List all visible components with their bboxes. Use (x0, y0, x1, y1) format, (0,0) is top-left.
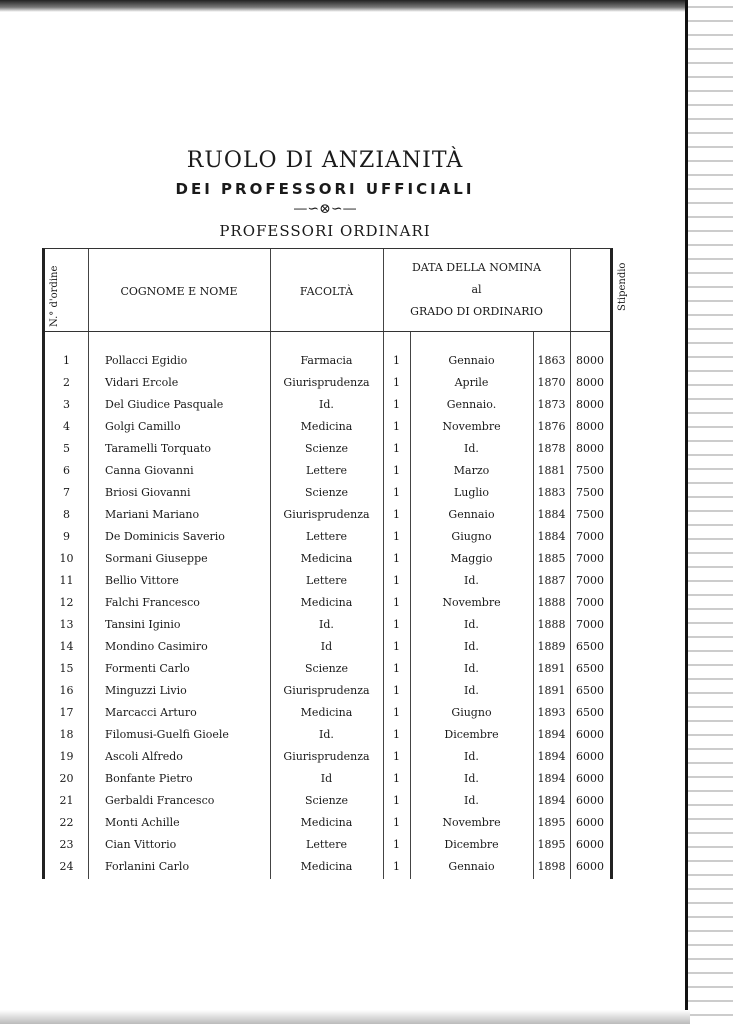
row-facolta: Medicina (300, 596, 353, 609)
row-year: 1889 (537, 640, 566, 653)
row-stipendio: 8000 (576, 420, 604, 433)
table-row (45, 464, 610, 486)
row-year: 1887 (537, 574, 566, 587)
row-number: 9 (63, 530, 70, 543)
row-facolta: Id (320, 640, 333, 653)
row-facolta: Id. (319, 728, 334, 741)
row-year: 1870 (537, 376, 566, 389)
table-row (45, 838, 610, 860)
row-stipendio: 6000 (576, 860, 604, 873)
table-row (45, 376, 610, 398)
row-stipendio: 6000 (576, 772, 604, 785)
row-number: 10 (59, 552, 74, 565)
row-name: Ascoli Alfredo (105, 750, 183, 763)
row-month: Id. (464, 574, 479, 587)
table-row (45, 706, 610, 728)
row-number: 11 (59, 574, 74, 587)
row-number: 18 (59, 728, 74, 741)
row-name: Golgi Camillo (105, 420, 181, 433)
row-year: 1894 (537, 772, 566, 785)
row-stipendio: 6500 (576, 684, 604, 697)
row-year: 1895 (537, 816, 566, 829)
row-name: Tansini Iginio (105, 618, 181, 631)
row-year: 1891 (537, 684, 566, 697)
row-number: 3 (63, 398, 70, 411)
row-facolta: Lettere (306, 464, 347, 477)
row-month: Id. (464, 684, 479, 697)
row-name: Monti Achille (105, 816, 180, 829)
row-stipendio: 6000 (576, 838, 604, 851)
page-subtitle: DEI PROFESSORI UFFICIALI (175, 180, 475, 198)
row-day: 1 (393, 552, 400, 565)
table-row (45, 552, 610, 574)
row-facolta: Scienze (304, 794, 349, 807)
row-number: 4 (63, 420, 70, 433)
row-stipendio: 7000 (576, 618, 604, 631)
table-row (45, 816, 610, 838)
section-title: PROFESSORI ORDINARI (219, 222, 431, 240)
table-row (45, 640, 610, 662)
header-divider (45, 331, 610, 332)
row-number: 20 (59, 772, 74, 785)
row-year: 1888 (537, 618, 566, 631)
row-name: Gerbaldi Francesco (105, 794, 215, 807)
row-day: 1 (393, 640, 400, 653)
row-month: Id. (464, 640, 479, 653)
row-day: 1 (393, 684, 400, 697)
row-stipendio: 7000 (576, 552, 604, 565)
row-number: 12 (59, 596, 74, 609)
row-year: 1884 (537, 530, 566, 543)
row-day: 1 (393, 398, 400, 411)
row-number: 24 (59, 860, 74, 873)
row-name: Canna Giovanni (105, 464, 194, 477)
row-number: 14 (59, 640, 74, 653)
row-number: 7 (63, 486, 70, 499)
row-day: 1 (393, 464, 400, 477)
row-year: 1888 (537, 596, 566, 609)
ornament: —∽⊗∽— (293, 201, 357, 217)
row-month: Giugno (451, 530, 492, 543)
row-stipendio: 7500 (576, 508, 604, 521)
row-facolta: Medicina (300, 552, 353, 565)
row-day: 1 (393, 486, 400, 499)
row-name: Mondino Casimiro (105, 640, 208, 653)
row-day: 1 (393, 772, 400, 785)
row-day: 1 (393, 596, 400, 609)
row-number: 15 (59, 662, 74, 675)
row-month: Gennaio (448, 860, 495, 873)
row-year: 1891 (537, 662, 566, 675)
table-row (45, 486, 610, 508)
page-title: RUOLO DI ANZIANITÀ (186, 148, 464, 173)
row-number: 1 (63, 354, 70, 367)
row-stipendio: 8000 (576, 442, 604, 455)
row-facolta: Giurisprudenza (283, 376, 370, 389)
header-ordine: N.° d'ordine (49, 265, 60, 327)
row-stipendio: 7500 (576, 486, 604, 499)
table-row (45, 728, 610, 750)
row-facolta: Giurisprudenza (283, 508, 370, 521)
row-month: Maggio (450, 552, 493, 565)
row-number: 13 (59, 618, 74, 631)
row-facolta: Giurisprudenza (283, 684, 370, 697)
row-name: Mariani Mariano (105, 508, 200, 521)
row-stipendio: 6000 (576, 728, 604, 741)
row-stipendio: 6000 (576, 794, 604, 807)
row-facolta: Lettere (306, 838, 347, 851)
row-stipendio: 6000 (576, 750, 604, 763)
row-facolta: Scienze (304, 486, 349, 499)
row-number: 16 (59, 684, 74, 697)
row-facolta: Giurisprudenza (283, 750, 370, 763)
row-facolta: Medicina (300, 860, 353, 873)
row-month: Novembre (442, 816, 501, 829)
table-row (45, 574, 610, 596)
table-row (45, 684, 610, 706)
row-facolta: Scienze (304, 442, 349, 455)
table-row (45, 596, 610, 618)
row-month: Id. (464, 662, 479, 675)
row-day: 1 (393, 376, 400, 389)
row-stipendio: 8000 (576, 354, 604, 367)
table-row (45, 420, 610, 442)
row-month: Id. (464, 750, 479, 763)
row-number: 22 (59, 816, 74, 829)
row-year: 1893 (537, 706, 566, 719)
row-day: 1 (393, 574, 400, 587)
row-stipendio: 6500 (576, 706, 604, 719)
row-name: Forlanini Carlo (105, 860, 190, 873)
table-row (45, 354, 610, 376)
row-number: 2 (63, 376, 70, 389)
row-day: 1 (393, 442, 400, 455)
row-month: Dicembre (444, 838, 499, 851)
row-number: 8 (63, 508, 70, 521)
table-row (45, 530, 610, 552)
row-year: 1881 (537, 464, 566, 477)
row-day: 1 (393, 530, 400, 543)
row-month: Luglio (453, 486, 490, 499)
table-row (45, 750, 610, 772)
row-month: Gennaio (448, 354, 495, 367)
row-facolta: Id. (319, 618, 334, 631)
table-row (45, 508, 610, 530)
row-day: 1 (393, 794, 400, 807)
row-day: 1 (393, 816, 400, 829)
row-year: 1873 (537, 398, 566, 411)
header-data-3: GRADO DI ORDINARIO (410, 305, 543, 318)
row-month: Dicembre (444, 728, 499, 741)
row-year: 1894 (537, 728, 566, 741)
table-row (45, 772, 610, 794)
row-facolta: Medicina (300, 816, 353, 829)
row-name: Vidari Ercole (105, 376, 179, 389)
row-day: 1 (393, 618, 400, 631)
table-row (45, 442, 610, 464)
row-month: Giugno (451, 706, 492, 719)
row-facolta: Farmacia (300, 354, 353, 367)
row-name: Bonfante Pietro (105, 772, 193, 785)
row-day: 1 (393, 706, 400, 719)
row-name: Briosi Giovanni (105, 486, 191, 499)
row-day: 1 (393, 508, 400, 521)
row-facolta: Scienze (304, 662, 349, 675)
row-year: 1898 (537, 860, 566, 873)
row-month: Id. (464, 618, 479, 631)
row-day: 1 (393, 860, 400, 873)
row-number: 19 (59, 750, 74, 763)
row-day: 1 (393, 728, 400, 741)
row-month: Novembre (442, 596, 501, 609)
header-stipendio: Stipendio (617, 262, 628, 311)
row-number: 21 (59, 794, 74, 807)
row-stipendio: 7000 (576, 530, 604, 543)
row-number: 5 (63, 442, 70, 455)
row-day: 1 (393, 662, 400, 675)
row-name: Bellio Vittore (105, 574, 179, 587)
row-stipendio: 8000 (576, 376, 604, 389)
row-stipendio: 7500 (576, 464, 604, 477)
row-stipendio: 6500 (576, 640, 604, 653)
row-stipendio: 7000 (576, 574, 604, 587)
row-name: Sormani Giuseppe (105, 552, 208, 565)
table-row (45, 662, 610, 684)
row-stipendio: 6500 (576, 662, 604, 675)
row-facolta: Medicina (300, 420, 353, 433)
row-facolta: Id (320, 772, 333, 785)
row-day: 1 (393, 354, 400, 367)
seniority-table (42, 248, 628, 879)
row-name: Cian Vittorio (105, 838, 177, 851)
row-number: 23 (59, 838, 74, 851)
row-facolta: Lettere (306, 574, 347, 587)
row-name: Falchi Francesco (105, 596, 200, 609)
row-month: Id. (464, 772, 479, 785)
row-name: Marcacci Arturo (105, 706, 197, 719)
row-day: 1 (393, 838, 400, 851)
row-year: 1894 (537, 750, 566, 763)
row-year: 1883 (537, 486, 566, 499)
row-facolta: Lettere (306, 530, 347, 543)
row-day: 1 (393, 420, 400, 433)
row-month: Gennaio (448, 508, 495, 521)
row-year: 1895 (537, 838, 566, 851)
row-month: Id. (464, 442, 479, 455)
row-month: Gennaio. (446, 398, 497, 411)
header-data-1: DATA DELLA NOMINA (411, 261, 542, 274)
row-stipendio: 6000 (576, 816, 604, 829)
row-name: De Dominicis Saverio (105, 530, 225, 543)
scan-bottom-edge (0, 1010, 690, 1024)
row-stipendio: 8000 (576, 398, 604, 411)
table-row (45, 618, 610, 640)
header-nome: COGNOME E NOME (120, 285, 238, 298)
row-year: 1876 (537, 420, 566, 433)
row-year: 1863 (537, 354, 566, 367)
row-name: Formenti Carlo (105, 662, 190, 675)
row-year: 1878 (537, 442, 566, 455)
row-year: 1894 (537, 794, 566, 807)
row-name: Del Giudice Pasquale (105, 398, 224, 411)
header-facolta: FACOLTÀ (299, 285, 354, 298)
row-month: Id. (464, 794, 479, 807)
row-name: Pollacci Egidio (105, 354, 188, 367)
header-data-2: al (471, 283, 482, 296)
row-stipendio: 7000 (576, 596, 604, 609)
row-day: 1 (393, 750, 400, 763)
table-row (45, 398, 610, 420)
row-month: Aprile (454, 376, 489, 389)
row-year: 1885 (537, 552, 566, 565)
scan-top-edge (0, 0, 733, 12)
scan-right-edge (685, 0, 733, 1024)
row-facolta: Id. (319, 398, 334, 411)
row-number: 17 (59, 706, 74, 719)
table-row (45, 860, 610, 882)
row-name: Taramelli Torquato (105, 442, 211, 455)
table-row (45, 794, 610, 816)
row-year: 1884 (537, 508, 566, 521)
row-month: Marzo (453, 464, 490, 477)
row-name: Minguzzi Livio (105, 684, 187, 697)
row-facolta: Medicina (300, 706, 353, 719)
row-name: Filomusi-Guelfi Gioele (105, 728, 229, 741)
row-number: 6 (63, 464, 70, 477)
row-month: Novembre (442, 420, 501, 433)
